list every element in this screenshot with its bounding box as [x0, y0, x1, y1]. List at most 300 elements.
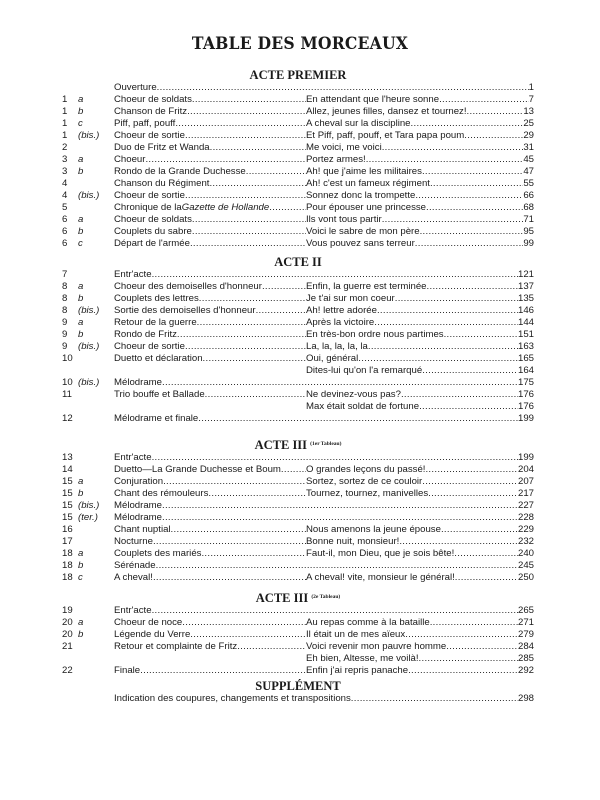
entry-title: Duetto et déclaration: [114, 353, 203, 364]
entry-number: 9: [62, 329, 68, 340]
entry-number: 5: [62, 202, 68, 213]
dot-leader: [455, 572, 518, 584]
toc-entry[interactable]: [62, 190, 534, 202]
entry-title: Chronique de la: [114, 202, 182, 213]
entry-suffix: [78, 82, 114, 94]
entry-title-part: [114, 317, 306, 329]
entry-title-part: [114, 617, 306, 629]
entry-number: 15: [62, 488, 73, 499]
entry-suffix: [78, 524, 114, 536]
entry-body: [114, 166, 534, 178]
dot-leader: [152, 452, 518, 464]
toc-entry[interactable]: [62, 329, 534, 341]
entry-suffix: c: [78, 118, 83, 129]
entry-lyric-part: [306, 154, 534, 166]
entry-lyric: Voici revenir mon pauvre homme: [306, 641, 447, 652]
entry-title: Couplets des lettres: [114, 293, 199, 304]
entry-page-number: 31: [523, 142, 534, 153]
toc-entry[interactable]: [62, 106, 534, 118]
toc-entry[interactable]: [62, 82, 534, 94]
entry-suffix: [78, 665, 114, 677]
entry-lyric: Me voici, me voici: [306, 142, 382, 153]
dot-leader: [185, 190, 306, 202]
entry-suffix: (bis.): [78, 500, 100, 511]
dot-leader: [405, 629, 518, 641]
toc-entry[interactable]: [62, 202, 534, 214]
entry-suffix: [78, 641, 114, 653]
entry-page-number: 176: [517, 401, 534, 412]
entry-title: Chant nuptial: [114, 524, 171, 535]
entry-body: [114, 560, 534, 572]
entry-title: Choeur de sortie: [114, 341, 185, 352]
entry-page-number: 146: [517, 305, 534, 316]
toc-entry[interactable]: [62, 238, 534, 250]
dot-leader: [439, 94, 529, 106]
section: [62, 439, 534, 584]
entry-number: 1: [62, 118, 68, 129]
entry-title: Indication des coupures, changements et transpositions: [114, 693, 351, 704]
section-heading-text: SUPPLÉMENT: [255, 679, 341, 693]
entry-title: Légende du Verre: [114, 629, 191, 640]
entry-body: [114, 281, 534, 293]
toc-entry[interactable]: [62, 365, 534, 377]
dot-leader: [162, 512, 518, 524]
entry-body: [114, 524, 534, 536]
toc-entry[interactable]: [62, 605, 534, 617]
entry-title: Couplets des mariés: [114, 548, 202, 559]
toc-entry[interactable]: [62, 653, 534, 665]
toc-entry[interactable]: [62, 665, 534, 677]
toc-entry[interactable]: [62, 353, 534, 365]
entry-number: 10: [62, 353, 73, 364]
entry-title-part: [114, 476, 306, 488]
section-heading: [62, 69, 534, 82]
toc-entry[interactable]: [62, 118, 534, 130]
entry-suffix: a: [78, 476, 84, 487]
entry-lyric: Ah! lettre adorée: [306, 305, 377, 316]
dot-leader: [368, 341, 518, 353]
entry-lyric: Ils vont tous partir: [306, 214, 382, 225]
section-heading-text: ACTE III: [255, 591, 309, 605]
toc-entry[interactable]: [62, 341, 534, 353]
entry-page-number: 292: [517, 665, 534, 676]
toc-entry[interactable]: [62, 178, 534, 190]
entry-number: 21: [62, 641, 73, 652]
entry-body: [114, 329, 534, 341]
toc-entry[interactable]: [62, 560, 534, 572]
entry-title-part: [114, 305, 306, 317]
entry-lyric-part: [306, 629, 534, 641]
entry-body: [114, 341, 534, 353]
entry-body: [114, 476, 534, 488]
dot-leader: [420, 226, 524, 238]
entry-lyric: Voici le sabre de mon père: [306, 226, 420, 237]
entry-page-number: 25: [523, 118, 534, 129]
section-heading-tableau: (1er Tableau): [310, 441, 342, 447]
toc-entry[interactable]: [62, 476, 534, 488]
entry-suffix: [78, 464, 114, 476]
entry-title-part: [114, 548, 306, 560]
entry-suffix: (bis.): [78, 190, 100, 201]
entry-suffix: (bis.): [78, 341, 100, 352]
dot-leader: [205, 389, 306, 401]
toc-entry[interactable]: [62, 500, 534, 512]
entry-body: [114, 82, 534, 94]
dot-leader: [175, 118, 306, 130]
entry-lyric: Vous pouvez sans terreur: [306, 238, 415, 249]
entry-body: [114, 305, 534, 317]
entry-suffix: b: [78, 226, 84, 237]
entry-lyric: A cheval! vite, monsieur le général!: [306, 572, 455, 583]
entry-title: Nocturne: [114, 536, 153, 547]
entry-title: Duetto—La Grande Duchesse et Boum: [114, 464, 281, 475]
entry-title-part: [114, 94, 306, 106]
entry-number: [62, 401, 78, 413]
entry-title-part: [114, 293, 306, 305]
entry-number: 18: [62, 560, 73, 571]
entry-lyric-part: [306, 190, 534, 202]
toc-entry[interactable]: [62, 572, 534, 584]
toc-entry[interactable]: [62, 389, 534, 401]
toc-entry[interactable]: [62, 464, 534, 476]
toc-entry[interactable]: [62, 401, 534, 413]
entry-page-number: 71: [523, 214, 534, 225]
dot-leader: [425, 464, 518, 476]
entry-page-number: 151: [517, 329, 534, 340]
toc-entry[interactable]: [62, 214, 534, 226]
entry-suffix: a: [78, 317, 84, 328]
dot-leader: [162, 500, 518, 512]
entry-page-number: 1: [528, 82, 534, 93]
toc-entry[interactable]: [62, 617, 534, 629]
dot-leader: [446, 641, 518, 653]
entry-page-number: 144: [517, 317, 534, 328]
entry-suffix: (bis.): [78, 130, 100, 141]
entry-number: 18: [62, 572, 73, 583]
entry-number: 7: [62, 269, 68, 280]
entry-number: 6: [62, 226, 68, 237]
toc-entry[interactable]: [62, 130, 534, 142]
dot-leader: [203, 353, 306, 365]
toc-entry[interactable]: [62, 166, 534, 178]
entry-lyric-part: [306, 317, 534, 329]
section-heading-text: ACTE II: [274, 255, 322, 269]
dot-leader: [464, 130, 523, 142]
entry-number: 11: [62, 389, 72, 400]
dot-leader: [152, 269, 518, 281]
entry-title-part: [114, 653, 306, 665]
entry-lyric: Bonne nuit, monsieur!: [306, 536, 400, 547]
entry-suffix: [78, 536, 114, 548]
dot-leader: [422, 365, 518, 377]
entry-number: 4: [62, 178, 68, 189]
entry-page-number: 245: [517, 560, 534, 571]
entry-lyric: A cheval sur la discipline: [306, 118, 411, 129]
entry-lyric-part: [306, 653, 534, 665]
toc-entry[interactable]: [62, 269, 534, 281]
toc-entry[interactable]: [62, 641, 534, 653]
entry-number: 8: [62, 305, 68, 316]
entry-body: [114, 389, 534, 401]
entry-body: [114, 641, 534, 653]
entry-page-number: 228: [517, 512, 534, 523]
entry-lyric-part: [306, 281, 534, 293]
entry-title: A cheval!: [114, 572, 153, 583]
entry-suffix: a: [78, 617, 84, 628]
entry-suffix: b: [78, 488, 84, 499]
entry-title-part: [114, 202, 306, 214]
entry-suffix: b: [78, 293, 84, 304]
entry-lyric: Au repas comme à la bataille: [306, 617, 430, 628]
entry-title-part: [114, 238, 306, 250]
entry-title: Rondo de la Grande Duchesse: [114, 166, 246, 177]
entry-page-number: 7: [528, 94, 534, 105]
entry-number: 6: [62, 214, 68, 225]
entry-body: [114, 154, 534, 166]
dot-leader: [377, 305, 518, 317]
page-title: TABLE DES MORCEAUX: [191, 34, 409, 54]
dot-leader: [401, 389, 518, 401]
dot-leader: [426, 202, 523, 214]
dot-leader: [246, 166, 306, 178]
entry-lyric: La, la, la, la, la: [306, 341, 368, 352]
entry-title-italic: Gazette de Hollande: [181, 202, 270, 213]
dot-leader: [190, 238, 306, 250]
entry-lyric-part: [306, 94, 534, 106]
dot-leader: [281, 464, 306, 476]
dot-leader: [197, 317, 306, 329]
entry-title: Conjuration: [114, 476, 164, 487]
dot-leader: [269, 202, 306, 214]
entry-page-number: 176: [517, 389, 534, 400]
entry-lyric: O grandes leçons du passé!: [306, 464, 426, 475]
entry-title: Chanson du Régiment: [114, 178, 210, 189]
entry-suffix: [78, 452, 114, 464]
entry-number: 3: [62, 166, 68, 177]
section-heading: [62, 592, 534, 605]
entry-lyric: Il était un de mes aïeux: [306, 629, 406, 640]
contents-list: [62, 55, 534, 705]
dot-leader: [382, 142, 524, 154]
entry-suffix: c: [78, 572, 83, 583]
entry-number: 16: [62, 524, 73, 535]
entry-body: [114, 401, 534, 413]
entry-title: Choeur de soldats: [114, 214, 192, 225]
entry-suffix: [78, 389, 114, 401]
entry-number: [62, 653, 78, 665]
entry-page-number: 68: [523, 202, 534, 213]
entry-lyric-part: [306, 118, 534, 130]
entry-title: Couplets du sabre: [114, 226, 192, 237]
entry-lyric-part: [306, 214, 534, 226]
entry-lyric-part: [306, 178, 534, 190]
entry-body: [114, 512, 534, 524]
dot-leader: [415, 238, 524, 250]
entry-lyric-part: [306, 142, 534, 154]
toc-entry[interactable]: [62, 305, 534, 317]
entry-title-part: [114, 464, 306, 476]
entry-page-number: 199: [517, 413, 534, 424]
entry-body: [114, 452, 534, 464]
entry-title: Duo de Fritz et Wanda: [114, 142, 210, 153]
dot-leader: [145, 154, 306, 166]
entry-page-number: 204: [517, 464, 534, 475]
entry-page-number: 47: [523, 166, 534, 177]
toc-entry[interactable]: [62, 94, 534, 106]
entry-lyric-part: [306, 488, 534, 500]
entry-title: Mélodrame: [114, 377, 162, 388]
entry-page-number: 121: [517, 269, 534, 280]
entry-body: [114, 106, 534, 118]
entry-lyric: Et Piff, paff, pouff, et Tara papa poum: [306, 130, 465, 141]
toc-entry[interactable]: [62, 452, 534, 464]
entry-title-part: [114, 572, 306, 584]
entry-lyric: Nous amenons la jeune épouse: [306, 524, 441, 535]
entry-body: [114, 353, 534, 365]
entry-page-number: 29: [523, 130, 534, 141]
entry-lyric: Ah! c'est un fameux régiment: [306, 178, 430, 189]
entry-lyric-part: [306, 617, 534, 629]
dot-leader: [411, 118, 524, 130]
entry-body: [114, 269, 534, 281]
entry-number: 1: [62, 130, 68, 141]
toc-entry[interactable]: [62, 548, 534, 560]
entry-title-part: [114, 178, 306, 190]
entry-lyric-part: [306, 106, 534, 118]
toc-entry[interactable]: [62, 226, 534, 238]
entry-body: [114, 536, 534, 548]
entry-lyric-part: [306, 238, 534, 250]
entry-lyric-part: [306, 293, 534, 305]
entry-page-number: 240: [517, 548, 534, 559]
entry-page-number: 45: [523, 154, 534, 165]
toc-entry[interactable]: [62, 142, 534, 154]
entry-page-number: 95: [523, 226, 534, 237]
entry-title-part: [114, 353, 306, 365]
entry-number: 15: [62, 500, 73, 511]
dot-leader: [201, 548, 306, 560]
toc-entry[interactable]: [62, 512, 534, 524]
entry-body: [114, 317, 534, 329]
entry-lyric: Allez, jeunes filles, dansez et tournez!: [306, 106, 467, 117]
entry-title-part: [114, 341, 306, 353]
dot-leader: [430, 617, 518, 629]
toc-entry[interactable]: [62, 536, 534, 548]
entry-title-part: [114, 665, 306, 677]
entry-page-number: 298: [517, 693, 534, 704]
toc-entry[interactable]: [62, 693, 534, 705]
entry-title: Ouverture: [114, 82, 157, 93]
toc-entry[interactable]: [62, 488, 534, 500]
section: [62, 256, 534, 425]
entry-body: [114, 202, 534, 214]
entry-suffix: [78, 269, 114, 281]
entry-title-part: [114, 329, 306, 341]
entry-body: [114, 226, 534, 238]
entry-page-number: 279: [517, 629, 534, 640]
entry-lyric-part: [306, 389, 534, 401]
entry-title-part: [114, 214, 306, 226]
entry-title-part: [114, 118, 306, 130]
dot-leader: [237, 641, 306, 653]
entry-title: Départ de l'armée: [114, 238, 190, 249]
entry-lyric-part: [306, 641, 534, 653]
entry-lyric-part: [306, 329, 534, 341]
toc-entry[interactable]: [62, 377, 534, 389]
dot-leader: [395, 293, 518, 305]
entry-title: Choeur de soldats: [114, 94, 192, 105]
entry-number: 22: [62, 665, 73, 676]
entry-page-number: 217: [517, 488, 534, 499]
toc-entry[interactable]: [62, 154, 534, 166]
section-heading: [62, 256, 534, 269]
dot-leader: [185, 130, 306, 142]
dot-leader: [419, 401, 518, 413]
entry-suffix: [78, 365, 114, 377]
entry-body: [114, 118, 534, 130]
dot-leader: [163, 476, 306, 488]
section: [62, 592, 534, 677]
entry-title-part: [114, 130, 306, 142]
entry-suffix: [78, 413, 114, 425]
entry-page-number: 135: [517, 293, 534, 304]
dot-leader: [382, 214, 524, 226]
entry-lyric-part: [306, 464, 534, 476]
entry-title-part: [114, 365, 306, 377]
entry-lyric-part: [306, 166, 534, 178]
entry-lyric-part: [306, 524, 534, 536]
entry-lyric-part: [306, 536, 534, 548]
toc-entry[interactable]: [62, 629, 534, 641]
entry-suffix: b: [78, 560, 84, 571]
toc-entry[interactable]: [62, 524, 534, 536]
section-heading: [62, 439, 534, 452]
dot-leader: [153, 536, 306, 548]
entry-title-part: [114, 142, 306, 154]
entry-lyric-part: [306, 353, 534, 365]
dot-leader: [153, 572, 306, 584]
entry-page-number: 66: [523, 190, 534, 201]
entry-lyric-part: [306, 341, 534, 353]
entry-page-number: 163: [517, 341, 534, 352]
entry-lyric: Ne devinez-vous pas?: [306, 389, 401, 400]
entry-page-number: 13: [523, 106, 534, 117]
entry-lyric-part: [306, 202, 534, 214]
toc-entry[interactable]: [62, 413, 534, 425]
entry-page-number: 164: [517, 365, 534, 376]
section-heading: [62, 680, 534, 693]
entry-lyric: Max était soldat de fortune: [306, 401, 420, 412]
toc-entry[interactable]: [62, 281, 534, 293]
entry-title: Mélodrame: [114, 500, 162, 511]
entry-lyric-part: [306, 548, 534, 560]
entry-body: [114, 293, 534, 305]
entry-page-number: 165: [517, 353, 534, 364]
entry-body: [114, 178, 534, 190]
entry-lyric: Faut-il, mon Dieu, que je sois bête!: [306, 548, 455, 559]
entry-suffix: (bis.): [78, 305, 100, 316]
entry-page-number: 229: [517, 524, 534, 535]
entry-title: Retour et complainte de Fritz: [114, 641, 238, 652]
dot-leader: [399, 536, 518, 548]
entry-page-number: 232: [517, 536, 534, 547]
entry-lyric-part: [306, 226, 534, 238]
toc-entry[interactable]: [62, 317, 534, 329]
entry-lyric: Portez armes!: [306, 154, 366, 165]
dot-leader: [408, 665, 518, 677]
toc-entry[interactable]: [62, 293, 534, 305]
entry-suffix: [78, 353, 114, 365]
